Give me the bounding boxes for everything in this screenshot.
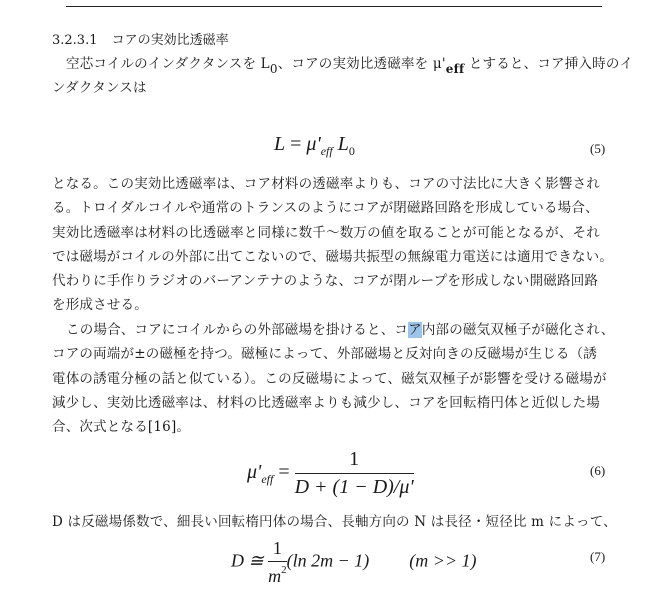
equation-5: $L = \mu'_{eff}$ $L_0$ [274,133,355,158]
equation-7-condition: (m >> 1) [409,550,477,571]
paragraph-1-line: 実効比透磁率は材料の比透磁率と同様に数千～数万の値を取ることが可能となるが、それ [52,224,600,241]
equation-7: D ≅ $\frac{1}{m^2}$ (ln 2m − 1) (m >> 1) [231,538,477,586]
paragraph-1-line: る。トロイダルコイルや通常のトランスのようにコアが閉磁路回路を形成している場合、 [52,200,599,217]
paragraph-1-line: 代わりに手作りラジオのバーアンテナのような、コアが閉ループを形成しない開磁路回路 [52,273,599,290]
paragraph-2-line: この場合、コアにコイルからの外部磁場を掛けると、コア内部の磁気双極子が磁化され、 [66,322,615,338]
paragraph-2-line: 合、次式となる[16]。 [52,419,191,436]
intro-paragraph [52,52,634,101]
equation-7-numerator: 1 [268,538,287,562]
section-heading [52,33,229,49]
section-number: 3.2.3.1 [52,33,98,48]
paragraph-1-line: となる。この実効比透磁率は、コア材料の透磁率よりも、コアの寸法比に大きく影響され [52,176,600,192]
equation-6-number: (6) [590,463,606,478]
paragraph-2 [52,318,626,439]
equation-6-denominator: D + (1 − D)/μ' [294,476,414,498]
paragraph-1-line: では磁場がコイルの外部に出てこないので、磁場共振型の無線電力電送には適用できない。 [52,248,614,265]
paragraph-3-line: D は反磁場係数で、細長い回転楕円体の場合、長軸方向の N は長径・短径比 m によって、 [52,514,617,530]
equation-7-fraction [268,538,287,587]
text-selection-highlight: ア [408,322,422,338]
paragraph-2-line: コアの両端が±の磁極を持つ。磁極によって、外部磁場と反対向きの反磁場が生じる（誘 [52,346,598,363]
equation-7-denominator: $m^2$ [268,564,287,586]
equation-6-fraction [295,448,414,499]
equation-7-number: (7) [590,549,606,564]
paragraph-1 [52,172,626,318]
intro-line-1: 空芯コイルのインダクタンスを L0、コアの実効比透磁率を μ'eff とすると、コア挿入時のイ [66,56,634,76]
paragraph-2-line: 減少し、実効比透磁率は、材料の比透磁率よりも減少し、コアを回転楕円体と近似した場 [52,394,600,411]
equation-6-numerator: 1 [295,448,414,474]
equation-5-number: (5) [590,141,606,156]
section-title: コアの実効比透磁率 [111,33,229,48]
header-rule [66,6,602,7]
intro-line-2: ンダクタンスは [52,80,147,97]
equation-6: $\mu'_{eff}$ = $\frac{1}{D + (1 - D)/\mu'}$ [247,448,414,498]
paragraph-1-line: を形成させる。 [52,297,148,314]
paragraph-2-line: 電体の誘電分極の話と似ている）。この反磁場によって、磁気双極子が影響を受ける磁場が [52,370,607,387]
paragraph-3 [52,510,626,534]
